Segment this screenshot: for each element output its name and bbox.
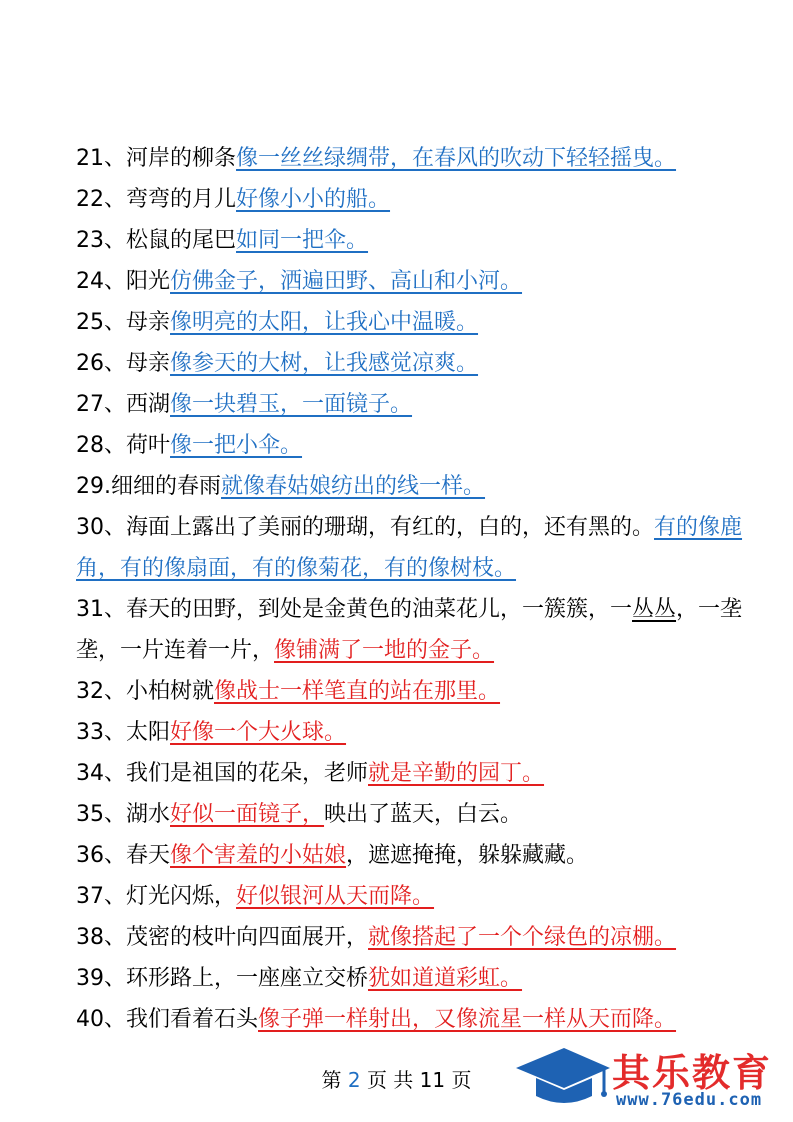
item-highlight: 像一丝丝绿绸带，在春风的吹动下轻轻摇曳。	[236, 146, 677, 171]
item-highlight: 好像小小的船。	[236, 187, 391, 212]
item-text: 阳光	[126, 269, 171, 294]
footer-middle: 页 共	[360, 1068, 420, 1092]
item-text: 太阳	[126, 720, 171, 745]
list-item	[76, 425, 748, 466]
item-text: 荷叶	[126, 433, 171, 458]
item-highlight: 像子弹一样射出，又像流星一样从天而降。	[258, 1007, 677, 1032]
list-item	[76, 466, 748, 507]
sentence-list	[76, 138, 748, 1040]
item-text: 映出了蓝天，白云。	[324, 802, 523, 827]
item-number: 33、	[76, 720, 126, 745]
item-highlight: 好像一个大火球。	[170, 720, 347, 745]
list-item	[76, 917, 748, 958]
list-item	[76, 712, 748, 753]
item-text: 湖水	[126, 802, 171, 827]
item-highlight: 像一块碧玉，一面镜子。	[170, 392, 413, 417]
item-highlight: 有的像鹿角，有的像扇面，有的像菊花，有的像树枝。	[76, 515, 743, 581]
item-number: 35、	[76, 802, 126, 827]
item-highlight: 好似一面镜子，	[170, 802, 325, 827]
current-page-number: 2	[347, 1068, 361, 1092]
item-text: 灯光闪烁，	[126, 884, 237, 909]
list-item	[76, 753, 748, 794]
list-item	[76, 589, 748, 671]
item-highlight: 就像搭起了一个个绿色的凉棚。	[368, 925, 677, 950]
item-highlight: 犹如道道彩虹。	[368, 966, 523, 991]
item-text: ，遮遮掩掩，躲躲藏藏。	[346, 843, 589, 868]
item-number: 39、	[76, 966, 126, 991]
item-highlight: 仿佛金子，洒遍田野、高山和小河。	[170, 269, 523, 294]
item-highlight: 就像春姑娘纺出的线一样。	[221, 474, 486, 499]
item-number: 24、	[76, 269, 126, 294]
total-pages: 11	[419, 1068, 446, 1092]
item-number: 32、	[76, 679, 126, 704]
item-text: 河岸的柳条	[126, 146, 237, 171]
item-number: 22、	[76, 187, 126, 212]
item-text: 母亲	[126, 310, 171, 335]
brand-logo	[512, 1040, 787, 1114]
item-text-underlined: 丛丛	[632, 597, 677, 622]
item-highlight: 像个害羞的小姑娘	[170, 843, 347, 868]
item-number: 34、	[76, 761, 126, 786]
brand-url: www.76edu.com	[616, 1090, 763, 1110]
list-item	[76, 999, 748, 1040]
list-item	[76, 507, 748, 589]
item-highlight: 像明亮的太阳，让我心中温暖。	[170, 310, 479, 335]
item-highlight: 像战士一样笔直的站在那里。	[214, 679, 501, 704]
item-highlight: 像铺满了一地的金子。	[274, 638, 495, 663]
item-number: 26、	[76, 351, 126, 376]
item-highlight: 好似银河从天而降。	[236, 884, 435, 909]
item-number: 40、	[76, 1007, 126, 1032]
footer-suffix: 页	[445, 1068, 472, 1092]
list-item	[76, 261, 748, 302]
item-highlight: 像一把小伞。	[170, 433, 303, 458]
item-text: 母亲	[126, 351, 171, 376]
list-item	[76, 671, 748, 712]
list-item	[76, 794, 748, 835]
item-text: 小柏树就	[126, 679, 215, 704]
list-item	[76, 384, 748, 425]
item-text: 春天的田野，到处是金黄色的油菜花儿，一簇簇，一	[126, 597, 633, 622]
item-number: 25、	[76, 310, 126, 335]
graduation-cap-icon	[512, 1044, 612, 1112]
item-highlight: 就是辛勤的园丁。	[368, 761, 545, 786]
item-text: 弯弯的月儿	[126, 187, 237, 212]
item-text: 春天	[126, 843, 171, 868]
item-text: 环形路上，一座座立交桥	[126, 966, 369, 991]
item-highlight: 如同一把伞。	[236, 228, 369, 253]
item-text: ，一垄垄，一片连着一片，	[76, 597, 743, 663]
item-number: 30、	[76, 515, 126, 540]
item-number: 38、	[76, 925, 126, 950]
list-item	[76, 876, 748, 917]
item-number: 23、	[76, 228, 126, 253]
list-item	[76, 220, 748, 261]
list-item	[76, 343, 748, 384]
brand-name: 其乐教育	[612, 1051, 773, 1095]
list-item	[76, 138, 748, 179]
list-item	[76, 179, 748, 220]
item-text: 松鼠的尾巴	[126, 228, 237, 253]
item-number: 37、	[76, 884, 126, 909]
item-number: 36、	[76, 843, 126, 868]
item-text: 细细的春雨	[111, 474, 222, 499]
item-text: 茂密的枝叶向四面展开，	[126, 925, 369, 950]
item-number: 28、	[76, 433, 126, 458]
item-text: 我们是祖国的花朵，老师	[126, 761, 369, 786]
item-text: 西湖	[126, 392, 171, 417]
item-text: 海面上露出了美丽的珊瑚，有红的，白的，还有黑的。	[126, 515, 655, 540]
item-number: 31、	[76, 597, 126, 622]
footer-prefix: 第	[321, 1068, 348, 1092]
item-number: 27、	[76, 392, 126, 417]
list-item	[76, 302, 748, 343]
item-number: 21、	[76, 146, 126, 171]
list-item	[76, 835, 748, 876]
item-highlight: 像参天的大树，让我感觉凉爽。	[170, 351, 479, 376]
item-text: 我们看着石头	[126, 1007, 259, 1032]
item-number: 29.	[76, 474, 111, 499]
list-item	[76, 958, 748, 999]
